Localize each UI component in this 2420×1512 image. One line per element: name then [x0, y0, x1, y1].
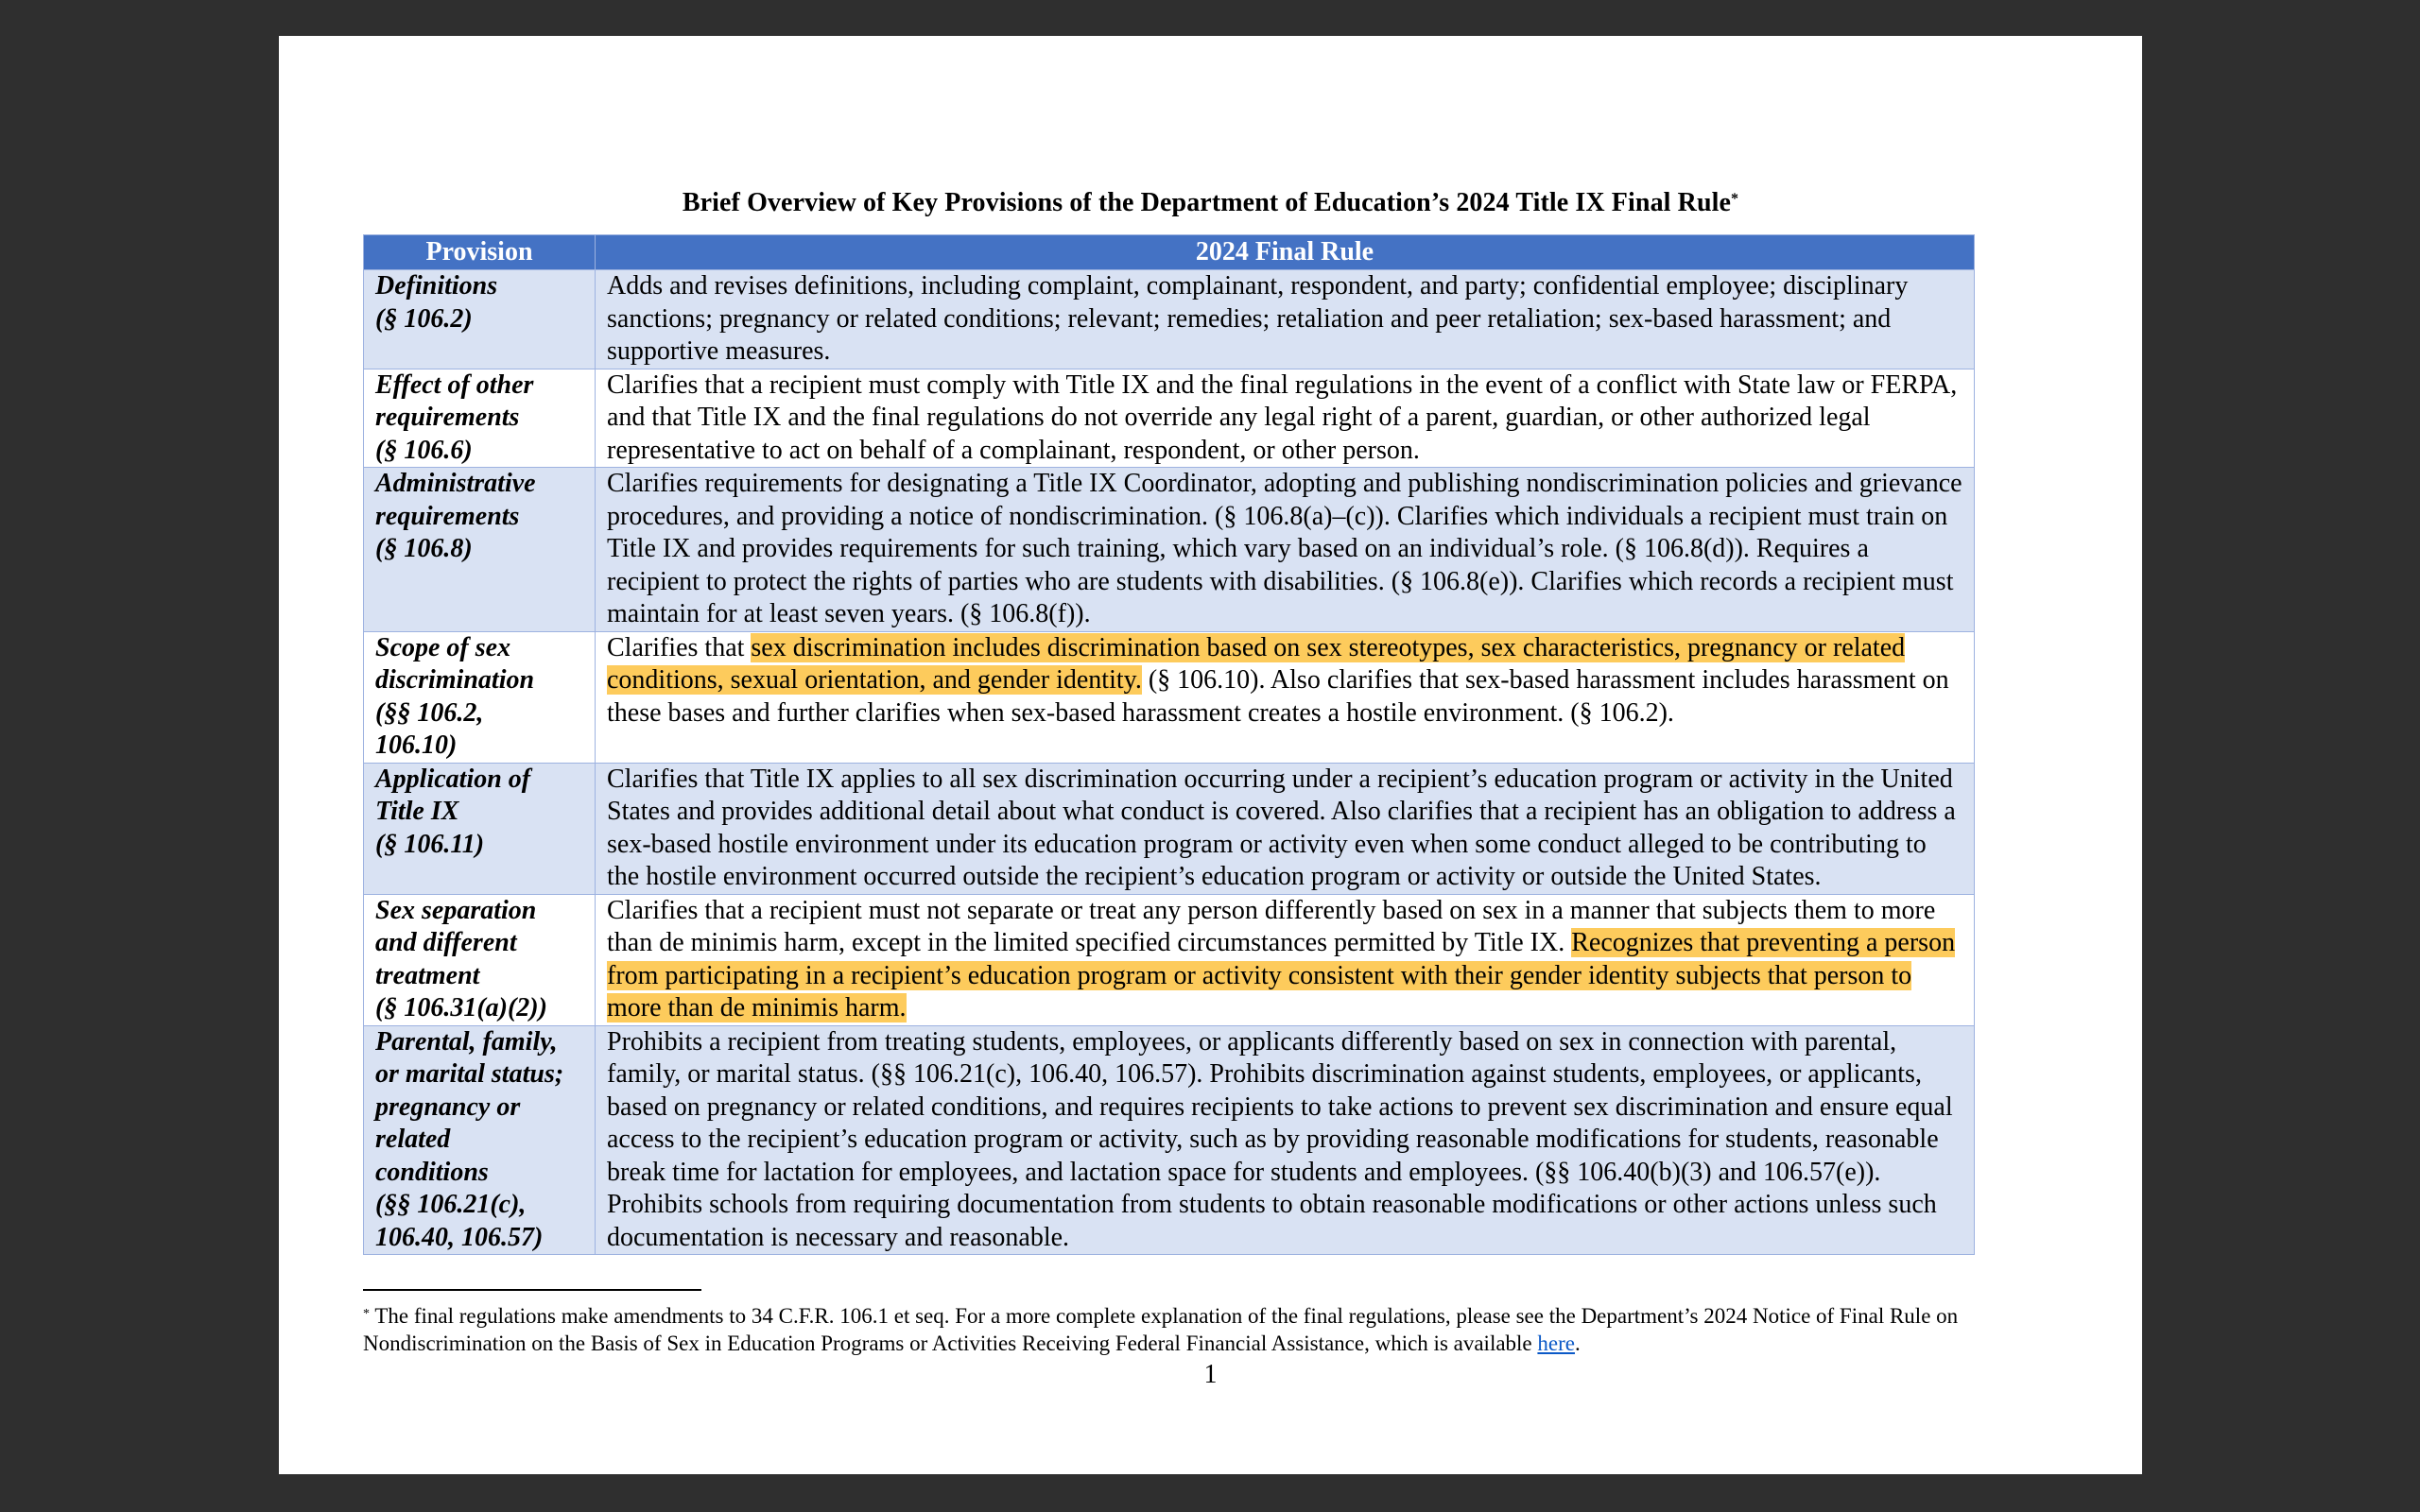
provision-cell: Administrative requirements (§ 106.8) [364, 468, 596, 632]
footnote-divider [363, 1289, 701, 1291]
page-number: 1 [1203, 1360, 1218, 1389]
provision-cell: Scope of sex discrimination (§§ 106.2, 106.10) [364, 631, 596, 763]
table-row [364, 270, 1975, 369]
rule-cell: Clarifies that sex discrimination includes discrimination based on sex stereotypes, sex characteristics, pregnancy or related conditions, sexual orientation, and gender identity. (§ 106.10). Also clarifies that sex-based harassment includes harassment on these bases and further clarifies when sex-based harassment creates a hostile environment. (§ 106.2). [596, 631, 1975, 763]
table-header-row [364, 235, 1975, 270]
table-row [364, 763, 1975, 894]
rule-cell: Clarifies that a recipient must comply with Title IX and the final regulations in the event of a conflict with State law or FERPA, and that Title IX and the final regulations do not override any legal right of a parent, guardian, or other authorized legal representative to act on behalf of a complainant, respondent, or other person. [596, 369, 1975, 468]
provision-cell: Parental, family, or marital status; pregnancy or related conditions (§§ 106.21(c), 106.40, 106.57) [364, 1025, 596, 1255]
provisions-table [363, 234, 1975, 1255]
table-row [364, 369, 1975, 468]
highlighted-text: sex discrimination includes discrimination based on sex stereotypes, sex characteristics, pregnancy or related conditions, sexual orientation, and gender identity. [607, 632, 1906, 695]
header-provision: Provision [364, 235, 596, 270]
table-row [364, 468, 1975, 632]
table-row [364, 1025, 1975, 1255]
provision-cell: Application of Title IX (§ 106.11) [364, 763, 596, 894]
document-page [279, 36, 2142, 1474]
provision-cell: Definitions (§ 106.2) [364, 270, 596, 369]
header-final-rule: 2024 Final Rule [596, 235, 1975, 270]
footnote: * The final regulations make amendments to 34 C.F.R. 106.1 et seq. For a more complete explanation of the final regulations, please see the Department’s 2024 Notice of Final Rule on Nondiscrimination on the Basis of Sex in Education Programs or Activities Receiving Federal Financial Assistance, which is available here. [363, 1304, 1959, 1355]
rule-cell: Prohibits a recipient from treating students, employees, or applicants differently based on sex in connection with parental, family, or marital status. (§§ 106.21(c), 106.40, 106.57). Prohibits discrimination against students, employees, or applicants, based on pregnancy or related conditions, and requires recipients to take actions to prevent sex discrimination and ensure equal access to the recipient’s education program or activity, such as by providing reasonable modifications for students, reasonable break time for lactation for employees, and lactation space for students and employees. (§§ 106.40(b)(3) and 106.57(e)). Prohibits schools from requiring documentation from students to obtain reasonable modifications or other actions unless such documentation is necessary and reasonable. [596, 1025, 1975, 1255]
highlighted-text: Recognizes that preventing a person from participating in a recipient’s education program or activity consistent with their gender identity subjects that person to more than de minimis harm. [607, 928, 1956, 1022]
footnote-marker: * [363, 1307, 370, 1321]
rule-cell: Clarifies that Title IX applies to all sex discrimination occurring under a recipient’s education program or activity in the United States and provides additional detail about what conduct is covered. Also clarifies that a recipient has an obligation to address a sex-based hostile environment under its education program or activity even when some conduct alleged to be contributing to the hostile environment occurred outside the recipient’s education program or activity or outside the United States. [596, 763, 1975, 894]
provision-cell: Sex separation and different treatment (§ 106.31(a)(2)) [364, 894, 596, 1025]
provision-cell: Effect of other requirements (§ 106.6) [364, 369, 596, 468]
rule-cell: Clarifies that a recipient must not separate or treat any person differently based on sex in a manner that subjects them to more than de minimis harm, except in the limited specified circumstances permitted by Title IX. Recognizes that preventing a person from participating in a recipient’s education program or activity consistent with their gender identity subjects that person to more than de minimis harm. [596, 894, 1975, 1025]
rule-cell: Adds and revises definitions, including complaint, complainant, respondent, and party; confidential employee; disciplinary sanctions; pregnancy or related conditions; relevant; remedies; retaliation and peer retaliation; sex-based harassment; and supportive measures. [596, 270, 1975, 369]
rule-cell: Clarifies requirements for designating a Title IX Coordinator, adopting and publishing nondiscrimination policies and grievance procedures, and providing a notice of nondiscrimination. (§ 106.8(a)–(c)). Clarifies which individuals a recipient must train on Title IX and provides requirements for such training, which vary based on an individual’s role. (§ 106.8(d)). Requires a recipient to protect the rights of parties who are students with disabilities. (§ 106.8(e)). Clarifies which records a recipient must maintain for at least seven years. (§ 106.8(f)). [596, 468, 1975, 632]
table-row [364, 894, 1975, 1025]
document-title: Brief Overview of Key Provisions of the Department of Education’s 2024 Title IX Final Rule* [682, 188, 1739, 217]
title-footnote-marker: * [1731, 191, 1739, 207]
table-row [364, 631, 1975, 763]
footnote-here-link[interactable]: here [1537, 1332, 1575, 1355]
